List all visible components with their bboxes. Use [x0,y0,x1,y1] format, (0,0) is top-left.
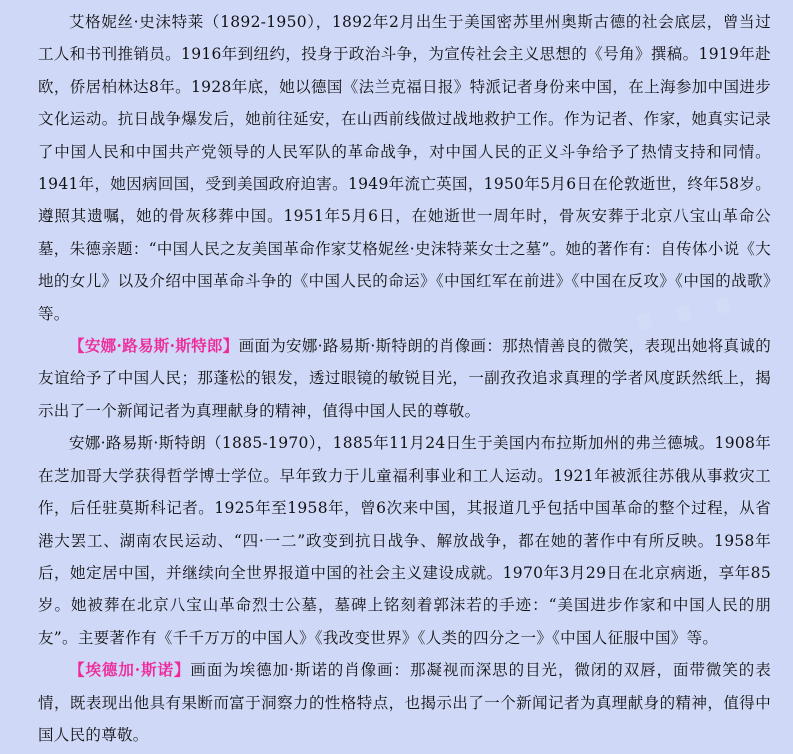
paragraph-text: 艾格妮丝·史沫特莱（1892-1950），1892年2月出生于美国密苏里州奥斯古德的社会底层，曾当过工人和书刊推销员。1916年到纽约，投身于政治斗争，为宣传社会主义思想的《号角》撰稿。1919年赴欧，侨居柏林达8年。1928年底，她以德国《法兰克福日报》特派记者身份来中国，在上海参加中国进步文化运动。抗日战争爆发后，她前往延安，在山西前线做过战地救护工作。作为记者、作家，她真实记录了中国人民和中国共产党领导的人民军队的革命战争，对中国人民的正义斗争给予了热情支持和同情。1941年，她因病回国，受到美国政府迫害。1949年流亡英国，1950年5月6日在伦敦逝世，终年58岁。遵照其遗嘱，她的骨灰移葬中国。1951年5月6日，在她逝世一周年时，骨灰安葬于北京八宝山革命公墓，朱德亲题：“中国人民之友美国革命作家艾格妮丝·史沫特莱女士之墓”。她的著作有：自传体小说《大地的女儿》以及介绍中国革命斗争的《中国人民的命运》《中国红军在前进》《中国在反攻》《中国的战歌》等。 [38,13,771,323]
paragraph-text: 画面为埃德加·斯诺的肖像画：那凝视而深思的目光，微闭的双唇，面带微笑的表情，既表现出他具有果断而富于洞察力的性格特点，也揭示出了一个新闻记者为真理献身的精神，值得中国人民的尊敬。 [38,661,772,744]
highlight-heading-snow: 【埃德加·斯诺】 [69,660,191,680]
paragraph-strong-portrait [38,330,771,427]
paragraph-strong-bio [38,427,771,654]
paragraph-snow-portrait [38,654,771,751]
watermark: ⋯ [609,228,767,391]
paragraph-text: 画面为安娜·路易斯·斯特朗的肖像画：那热情善良的微笑，表现出她将真诚的友谊给予了中国人民；那蓬松的银发，透过眼镜的敏锐目光，一副孜孜追求真理的学者风度跃然纸上，揭示出了一个新闻记者为真理献身的精神，值得中国人民的尊敬。 [38,337,771,420]
paragraph-text: 安娜·路易斯·斯特朗（1885-1970），1885年11月24日生于美国内布拉斯加州的弗兰德城。1908年在芝加哥大学获得哲学博士学位。早年致力于儿童福利事业和工人运动。1921年被派往苏俄从事救灾工作，后任驻莫斯科记者。1925年至1958年，曾6次来中国，其报道几乎包括中国革命的整个过程，从省港大罢工、湖南农民运动、“四·一二”政变到抗日战争、解放战争，都在她的著作中有所反映。1958年后，她定居中国，并继续向全世界报道中国的社会主义建设成就。1970年3月29日在北京病逝，享年85岁。她被葬在北京八宝山革命烈士公墓，墓碑上铭刻着郭沫若的手迹：“美国进步作家和中国人民的朋友”。主要著作有《千千万万的中国人》《我改变世界》《人类的四分之一》《中国人征服中国》等。 [38,434,771,647]
highlight-heading-strong: 【安娜·路易斯·斯特郎】 [69,336,239,356]
paragraph-smedley-bio [38,6,771,330]
